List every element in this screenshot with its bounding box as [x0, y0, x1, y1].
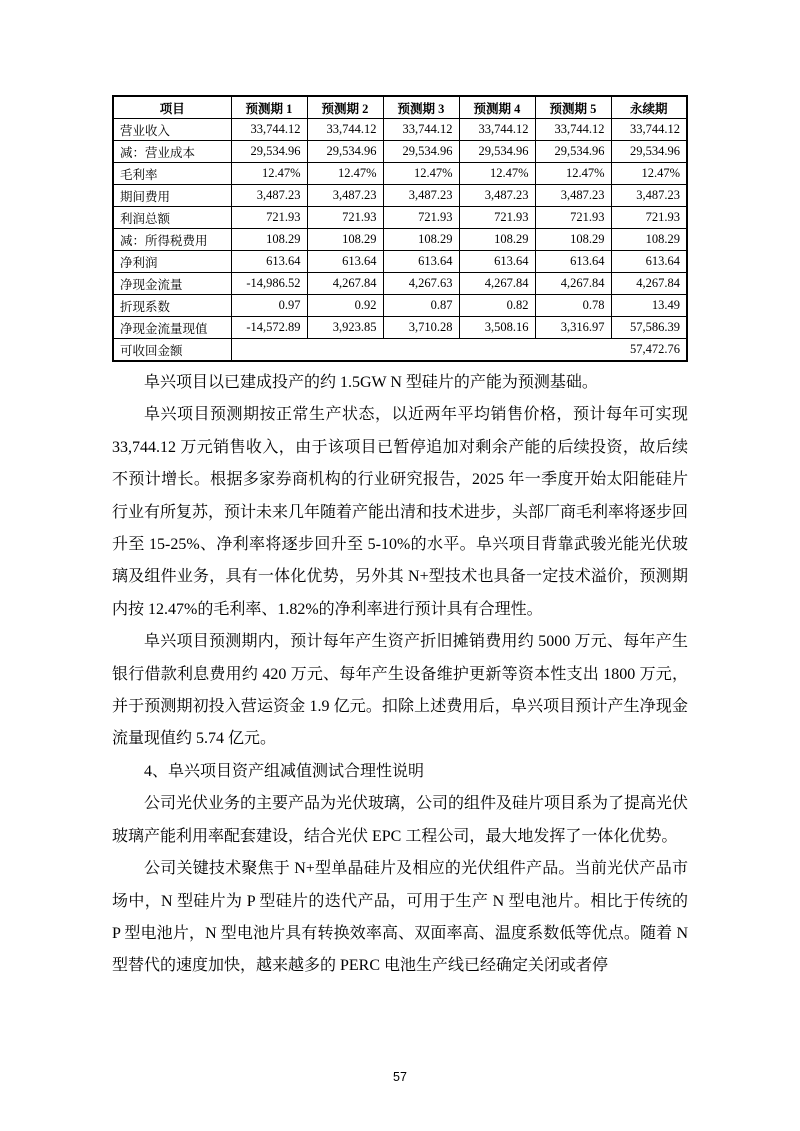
- paragraph-n-type-tech: 公司关键技术聚焦于 N+型单晶硅片及相应的光伏组件产品。当前光伏产品市场中，N 型硅片为 P 型硅片的迭代产品，可用于生产 N 型电池片。相比于传统的 P 型电池片，N 型电池片具有转换效率高、双面率高、温度系数低等优点。随着 N 型替代的速度加快，越来越多的 PERC 电池生产线已经确定关闭或者停: [112, 860, 688, 975]
- table-cell: 108.29: [307, 229, 383, 251]
- table-cell: 613.64: [611, 251, 687, 273]
- table-cell: 613.64: [231, 251, 307, 273]
- table-cell: -14,986.52: [231, 273, 307, 295]
- table-header-row: [113, 96, 687, 119]
- page-content: [112, 95, 688, 983]
- table-cell: 33,744.12: [383, 119, 459, 141]
- table-cell: 613.64: [307, 251, 383, 273]
- row-label: 利润总额: [113, 207, 231, 229]
- paragraph-revenue-forecast: 阜兴项目预测期按正常生产状态，以近两年平均销售价格，预计每年可实现 33,744.12 万元销售收入，由于该项目已暂停追加对剩余产能的后续投资，故后续不预计增长。根据多家券商机构的行业研究报告，2025 年一季度开始太阳能硅片行业有所复苏，预计未来几年随着产能出清和技术进步，头部厂商毛利率将逐步回升至 15-25%、净利率将逐步回升至 5-10%的水平。阜兴项目背靠武骏光能光伏玻璃及组件业务，具有一体化优势，另外其 N+型技术也具备一定技术溢价，预测期内按 12.47%的毛利率、1.82%的净利率进行预计具有合理性。: [112, 406, 689, 618]
- row-label: 减：所得税费用: [113, 229, 231, 251]
- table-row: [113, 295, 687, 317]
- table-cell: 721.93: [611, 207, 687, 229]
- table-cell: 29,534.96: [231, 141, 307, 163]
- table-cell: 721.93: [535, 207, 611, 229]
- column-header: 预测期 2: [307, 96, 383, 119]
- section-heading-4: 4、阜兴项目资产组减值测试合理性说明: [144, 762, 425, 780]
- table-cell: 108.29: [383, 229, 459, 251]
- table-cell: 29,534.96: [535, 141, 611, 163]
- table-cell: 29,534.96: [383, 141, 459, 163]
- table-cell: 29,534.96: [459, 141, 535, 163]
- table-cell: 721.93: [459, 207, 535, 229]
- table-cell: 12.47%: [611, 163, 687, 185]
- paragraph-costs-cashflow: 阜兴项目预测期内，预计每年产生资产折旧摊销费用约 5000 万元、每年产生银行借款利息费用约 420 万元、每年产生设备维护更新等资本性支出 1800 万元，并于预测期初投入营运资金 1.9 亿元。扣除上述费用后，阜兴项目预计产生净现金流量现值约 5.74 亿元。: [112, 633, 688, 748]
- table-row: [113, 273, 687, 295]
- table-row: [113, 185, 687, 207]
- column-header: 预测期 4: [459, 96, 535, 119]
- table-cell: 12.47%: [459, 163, 535, 185]
- column-header: 预测期 3: [383, 96, 459, 119]
- table-cell: 613.64: [535, 251, 611, 273]
- column-header: 永续期: [611, 96, 687, 119]
- table-cell-merged: 57,472.76: [231, 339, 687, 362]
- column-header: 项目: [113, 96, 231, 119]
- table-cell: 12.47%: [231, 163, 307, 185]
- table-cell: 29,534.96: [307, 141, 383, 163]
- table-cell: 3,487.23: [383, 185, 459, 207]
- table-cell: 721.93: [307, 207, 383, 229]
- row-label: 折现系数: [113, 295, 231, 317]
- table-cell: 4,267.84: [307, 273, 383, 295]
- page-number: 57: [393, 1070, 407, 1084]
- table-cell: 108.29: [535, 229, 611, 251]
- table-row-recoverable: [113, 339, 687, 362]
- paragraph-pv-business: 公司光伏业务的主要产品为光伏玻璃，公司的组件及硅片项目系为了提高光伏玻璃产能利用率配套建设，结合光伏 EPC 工程公司，最大地发挥了一体化优势。: [112, 795, 689, 845]
- table-cell: 0.92: [307, 295, 383, 317]
- row-label: 净现金流量现值: [113, 317, 231, 339]
- table-cell: 33,744.12: [231, 119, 307, 141]
- row-label: 营业收入: [113, 119, 231, 141]
- column-header: 预测期 1: [231, 96, 307, 119]
- table-cell: 33,744.12: [535, 119, 611, 141]
- table-cell: 721.93: [383, 207, 459, 229]
- table-cell: 33,744.12: [459, 119, 535, 141]
- table-cell: 108.29: [459, 229, 535, 251]
- forecast-table: [112, 95, 688, 362]
- table-cell: 3,487.23: [535, 185, 611, 207]
- body-text: [112, 367, 688, 983]
- table-cell: 57,586.39: [611, 317, 687, 339]
- row-label: 净现金流量: [113, 273, 231, 295]
- table-cell: 3,487.23: [459, 185, 535, 207]
- row-label: 可收回金额: [113, 339, 231, 362]
- table-cell: 0.82: [459, 295, 535, 317]
- table-cell: 4,267.84: [535, 273, 611, 295]
- table-row: [113, 119, 687, 141]
- table-row: [113, 229, 687, 251]
- column-header: 预测期 5: [535, 96, 611, 119]
- table-row: [113, 251, 687, 273]
- paragraph-forecast-basis: 阜兴项目以已建成投产的约 1.5GW N 型硅片的产能为预测基础。: [144, 374, 598, 391]
- table-cell: 721.93: [231, 207, 307, 229]
- table-cell: 108.29: [611, 229, 687, 251]
- table-cell: 4,267.63: [383, 273, 459, 295]
- table-cell: 3,316.97: [535, 317, 611, 339]
- table-cell: 613.64: [459, 251, 535, 273]
- table-cell: 33,744.12: [611, 119, 687, 141]
- table-cell: 0.97: [231, 295, 307, 317]
- table-cell: 3,487.23: [231, 185, 307, 207]
- table-cell: 3,487.23: [307, 185, 383, 207]
- row-label: 净利润: [113, 251, 231, 273]
- table-cell: 3,710.28: [383, 317, 459, 339]
- table-cell: 0.87: [383, 295, 459, 317]
- table-cell: 3,923.85: [307, 317, 383, 339]
- table-cell: 13.49: [611, 295, 687, 317]
- table-cell: 29,534.96: [611, 141, 687, 163]
- table-row: [113, 207, 687, 229]
- row-label: 减：营业成本: [113, 141, 231, 163]
- table-cell: 613.64: [383, 251, 459, 273]
- table-row: [113, 141, 687, 163]
- table-cell: 33,744.12: [307, 119, 383, 141]
- table-cell: 12.47%: [535, 163, 611, 185]
- table-cell: 0.78: [535, 295, 611, 317]
- table-row: [113, 163, 687, 185]
- table-cell: 4,267.84: [611, 273, 687, 295]
- row-label: 毛利率: [113, 163, 231, 185]
- table-cell: 4,267.84: [459, 273, 535, 295]
- table-cell: -14,572.89: [231, 317, 307, 339]
- row-label: 期间费用: [113, 185, 231, 207]
- table-cell: 12.47%: [307, 163, 383, 185]
- table-row: [113, 317, 687, 339]
- table-cell: 3,508.16: [459, 317, 535, 339]
- table-cell: 108.29: [231, 229, 307, 251]
- table-cell: 12.47%: [383, 163, 459, 185]
- table-cell: 3,487.23: [611, 185, 687, 207]
